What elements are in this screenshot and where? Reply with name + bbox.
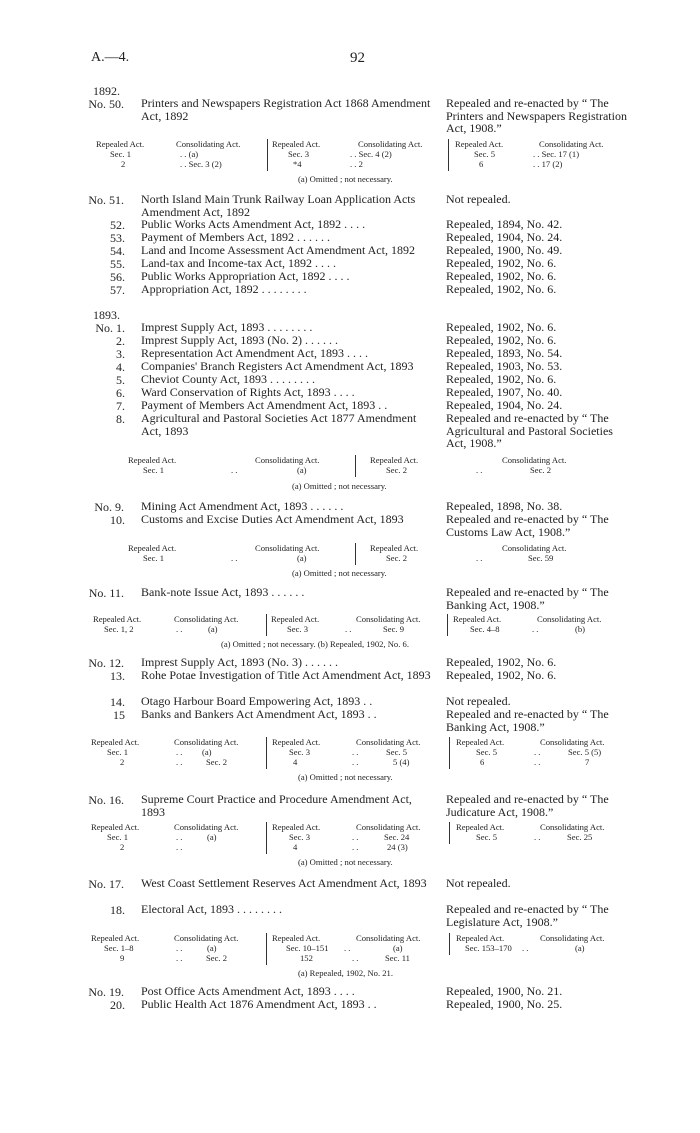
table-cell: Sec. 10–151 — [286, 943, 329, 953]
entry-result: Repealed and re-enacted by “ The Judicature Act, 1908.” — [446, 792, 609, 819]
table-header: Repealed Act. — [91, 933, 140, 943]
table-header: Consolidating Act. — [174, 614, 239, 624]
leader-dots: . . — [352, 757, 359, 767]
entry-number: No. 51. — [88, 193, 124, 207]
table-cell: 5 (4) — [393, 757, 410, 767]
entry-title: Bank-note Issue Act, 1893 . . . . . . — [141, 585, 305, 599]
entry-result: Repealed, 1902, No. 6. — [446, 655, 557, 669]
entry-result: Repealed, 1902, No. 6. — [446, 320, 557, 334]
table-cell: Sec. 3 — [287, 624, 309, 634]
table-header: Repealed Act. — [272, 933, 321, 943]
entry-title: Appropriation Act, 1892 . . . . . . . . — [141, 282, 307, 296]
table-header: Consolidating Act. — [356, 933, 421, 943]
year-heading: 1893. — [93, 308, 120, 322]
entry-title: Companies' Branch Registers Act Amendment Act, 1893 — [141, 359, 414, 373]
table-cell: Sec. 1 — [143, 465, 165, 475]
leader-dots: . . — [534, 747, 541, 757]
table-header: Consolidating Act. — [540, 822, 605, 832]
entry-title: Imprest Supply Act, 1893 . . . . . . . . — [141, 320, 313, 334]
table-cell: Sec. 1 — [107, 832, 129, 842]
table-cell: Sec. 1–8 — [104, 943, 134, 953]
entry-title: Public Works Acts Amendment Act, 1892 . . . . — [141, 217, 366, 231]
entry-result: Repealed, 1893, No. 54. — [446, 346, 563, 360]
table-cell: 4 — [293, 842, 298, 852]
year-heading: 1892. — [93, 84, 120, 98]
table-cell: Sec. 3 — [289, 747, 311, 757]
entry-number: 52. — [110, 218, 125, 232]
entry-result: Repealed, 1902, No. 6. — [446, 333, 557, 347]
leader-dots: . . — [344, 943, 351, 953]
table-cell: Sec. 5 — [476, 832, 498, 842]
entry-result: Repealed, 1900, No. 21. — [446, 984, 563, 998]
table-cell: (a) — [297, 465, 307, 475]
entry-result: Repealed and re-enacted by “ The Banking Act, 1908.” — [446, 707, 609, 734]
table-footnote: (a) Omitted ; not necessary. — [292, 481, 387, 491]
entry-number: 20. — [110, 998, 125, 1012]
leader-dots: . . — [522, 943, 529, 953]
leader-dots: . . — [176, 943, 183, 953]
table-cell: (a) — [202, 747, 212, 757]
entry-title: Imprest Supply Act, 1893 (No. 2) . . . . . . — [141, 333, 338, 347]
entry-title: Land-tax and Income-tax Act, 1892 . . . . — [141, 256, 336, 270]
table-cell: Sec. 1 — [107, 747, 129, 757]
entry-result: Repealed, 1902, No. 6. — [446, 282, 557, 296]
entry-title: Otago Harbour Board Empowering Act, 1893 . . — [141, 694, 373, 708]
table-cell: Sec. 3 — [289, 832, 311, 842]
table-footnote: (a) Omitted ; not necessary. — [292, 568, 387, 578]
table-cell: (b) — [575, 624, 586, 634]
entry-title: Payment of Members Act Amendment Act, 1893 . . — [141, 398, 388, 412]
table-cell: . . Sec. 17 (1) — [533, 149, 580, 159]
table-cell: . . 17 (2) — [533, 159, 563, 169]
column-divider — [267, 139, 268, 171]
column-divider — [449, 822, 450, 844]
table-cell: . . Sec. 4 (2) — [350, 149, 392, 159]
entry-title: Cheviot County Act, 1893 . . . . . . . . — [141, 372, 315, 386]
table-cell: . . (a) — [180, 149, 199, 159]
entry-number: 14. — [110, 695, 125, 709]
table-header: Consolidating Act. — [255, 543, 320, 553]
column-divider — [266, 614, 267, 636]
table-header: Repealed Act. — [128, 543, 177, 553]
leader-dots: . . — [352, 953, 359, 963]
table-cell: 6 — [479, 159, 484, 169]
entry-number: 4. — [116, 360, 125, 374]
entry-result: Repealed, 1898, No. 38. — [446, 499, 563, 513]
table-cell: Sec. 5 (5) — [568, 747, 602, 757]
entry-number: 10. — [110, 513, 125, 527]
entry-title: Mining Act Amendment Act, 1893 . . . . . . — [141, 499, 344, 513]
leader-dots: . . — [352, 842, 359, 852]
table-cell: Sec. 5 — [476, 747, 498, 757]
leader-dots: . . — [534, 757, 541, 767]
table-footnote: (a) Repealed, 1902, No. 21. — [298, 968, 393, 978]
table-cell: (a) — [575, 943, 585, 953]
table-cell: (a) — [297, 553, 307, 563]
entry-number: No. 1. — [95, 321, 125, 335]
table-header: Consolidating Act. — [356, 614, 421, 624]
entry-result: Repealed, 1904, No. 24. — [446, 398, 563, 412]
table-header: Consolidating Act. — [539, 139, 604, 149]
table-header: Consolidating Act. — [540, 737, 605, 747]
entry-number: 5. — [116, 373, 125, 387]
entry-title: Post Office Acts Amendment Act, 1893 . . . . — [141, 984, 355, 998]
table-header: Consolidating Act. — [502, 543, 567, 553]
leader-dots: . . — [345, 624, 352, 634]
entry-title: Supreme Court Practice and Procedure Amendment Act, 1893 — [141, 792, 412, 819]
table-header: Consolidating Act. — [358, 139, 423, 149]
table-footnote: (a) Omitted ; not necessary. — [298, 174, 393, 184]
entry-number: 15 — [113, 708, 125, 722]
entry-number: 3. — [116, 347, 125, 361]
table-header: Repealed Act. — [271, 614, 320, 624]
entry-title: Electoral Act, 1893 . . . . . . . . — [141, 902, 282, 916]
column-divider — [448, 139, 449, 171]
entry-number: 6. — [116, 386, 125, 400]
leader-dots: . . — [176, 842, 183, 852]
table-header: Repealed Act. — [93, 614, 142, 624]
column-divider — [355, 543, 356, 565]
table-cell: Sec. 1 — [110, 149, 132, 159]
table-cell: Sec. 1 — [143, 553, 165, 563]
table-header: Repealed Act. — [370, 543, 419, 553]
table-footnote: (a) Omitted ; not necessary. — [298, 772, 393, 782]
entry-result: Repealed, 1902, No. 6. — [446, 269, 557, 283]
table-header: Repealed Act. — [272, 737, 321, 747]
table-cell: (a) — [208, 624, 218, 634]
table-header: Consolidating Act. — [176, 139, 241, 149]
entry-number: 2. — [116, 334, 125, 348]
entry-number: No. 16. — [88, 793, 124, 807]
entry-result: Repealed and re-enacted by “ The Printers and Newspapers Registration Act, 1908.” — [446, 96, 627, 135]
table-header: Repealed Act. — [455, 139, 504, 149]
entry-title: Imprest Supply Act, 1893 (No. 3) . . . . . . — [141, 655, 338, 669]
entry-result: Repealed, 1900, No. 25. — [446, 997, 563, 1011]
entry-title: Printers and Newspapers Registration Act 1868 Amendment Act, 1892 — [141, 96, 431, 123]
entry-title: Customs and Excise Duties Act Amendment Act, 1893 — [141, 512, 404, 526]
table-header: Repealed Act. — [96, 139, 145, 149]
table-cell: 4 — [293, 757, 298, 767]
leader-dots: . . — [534, 832, 541, 842]
table-header: Repealed Act. — [91, 822, 140, 832]
entry-result: Repealed, 1902, No. 6. — [446, 668, 557, 682]
entry-title: Representation Act Amendment Act, 1893 . . . . — [141, 346, 368, 360]
table-cell: . . 2 — [350, 159, 363, 169]
entry-result: Repealed, 1907, No. 40. — [446, 385, 563, 399]
table-header: Repealed Act. — [91, 737, 140, 747]
table-header: Consolidating Act. — [174, 933, 239, 943]
entry-result: Repealed, 1904, No. 24. — [446, 230, 563, 244]
table-cell: 2 — [121, 159, 126, 169]
entry-result: Repealed and re-enacted by “ The Customs Law Act, 1908.” — [446, 512, 609, 539]
table-cell: *4 — [293, 159, 302, 169]
leader-dots: . . — [231, 465, 238, 475]
entry-title: Ward Conservation of Rights Act, 1893 . . . . — [141, 385, 355, 399]
table-cell: Sec. 2 — [386, 465, 408, 475]
table-cell: 6 — [480, 757, 485, 767]
table-header: Consolidating Act. — [356, 737, 421, 747]
table-header: Consolidating Act. — [356, 822, 421, 832]
table-cell: Sec. 4–8 — [470, 624, 500, 634]
table-cell: Sec. 9 — [383, 624, 405, 634]
table-cell: (a) — [207, 832, 217, 842]
entry-title: West Coast Settlement Reserves Act Amendment Act, 1893 — [141, 876, 427, 890]
table-header: Repealed Act. — [128, 455, 177, 465]
table-cell: Sec. 24 — [384, 832, 410, 842]
table-cell: Sec. 1, 2 — [104, 624, 134, 634]
table-header: Repealed Act. — [456, 737, 505, 747]
column-divider — [449, 737, 450, 769]
entry-number: 7. — [116, 399, 125, 413]
table-header: Consolidating Act. — [540, 933, 605, 943]
entry-title: Rohe Potae Investigation of Title Act Amendment Act, 1893 — [141, 668, 431, 682]
table-cell: . . Sec. 3 (2) — [180, 159, 222, 169]
entry-title: Public Works Appropriation Act, 1892 . . . . — [141, 269, 350, 283]
leader-dots: . . — [352, 832, 359, 842]
entry-title: North Island Main Trunk Railway Loan Application Acts Amendment Act, 1892 — [141, 192, 416, 219]
table-cell: Sec. 25 — [567, 832, 593, 842]
leader-dots: . . — [176, 832, 183, 842]
table-header: Consolidating Act. — [502, 455, 567, 465]
column-divider — [449, 933, 450, 955]
table-cell: Sec. 5 — [474, 149, 496, 159]
entry-number: No. 50. — [88, 97, 124, 111]
entry-number: 53. — [110, 231, 125, 245]
table-cell: 24 (3) — [387, 842, 408, 852]
table-cell: 9 — [120, 953, 125, 963]
entry-number: No. 11. — [88, 586, 124, 600]
table-footnote: (a) Omitted ; not necessary. (b) Repealed, 1902, No. 6. — [221, 639, 409, 649]
entry-number: No. 17. — [88, 877, 124, 891]
table-header: Repealed Act. — [272, 822, 321, 832]
entry-number: 13. — [110, 669, 125, 683]
leader-dots: . . — [176, 624, 183, 634]
column-divider — [355, 455, 356, 477]
leader-dots: . . — [532, 624, 539, 634]
leader-dots: . . — [176, 953, 183, 963]
table-header: Consolidating Act. — [174, 822, 239, 832]
table-header: Consolidating Act. — [255, 455, 320, 465]
table-cell: (a) — [207, 943, 217, 953]
table-cell: Sec. 153–170 — [465, 943, 512, 953]
entry-number: 57. — [110, 283, 125, 297]
entry-result: Repealed, 1903, No. 53. — [446, 359, 563, 373]
leader-dots: . . — [476, 465, 483, 475]
entry-number: No. 9. — [94, 500, 124, 514]
entry-number: 56. — [110, 270, 125, 284]
table-header: Repealed Act. — [453, 614, 502, 624]
table-cell: Sec. 3 — [288, 149, 310, 159]
entry-result: Not repealed. — [446, 694, 511, 708]
table-header: Repealed Act. — [456, 933, 505, 943]
entry-number: 55. — [110, 257, 125, 271]
table-header: Consolidating Act. — [537, 614, 602, 624]
leader-dots: . . — [352, 747, 359, 757]
table-cell: (a) — [393, 943, 403, 953]
page-number: 92 — [350, 50, 365, 66]
table-cell: 7 — [585, 757, 590, 767]
entry-title: Agricultural and Pastoral Societies Act 1877 Amendment Act, 1893 — [141, 411, 417, 438]
entry-result: Repealed and re-enacted by “ The Agricultural and Pastoral Societies Act, 1908.” — [446, 411, 613, 450]
leader-dots: . . — [476, 553, 483, 563]
column-divider — [266, 822, 267, 854]
table-cell: Sec. 2 — [206, 953, 228, 963]
entry-number: No. 19. — [88, 985, 124, 999]
entry-result: Repealed, 1894, No. 42. — [446, 217, 563, 231]
table-cell: Sec. 11 — [385, 953, 410, 963]
column-divider — [266, 933, 267, 965]
entry-number: 18. — [110, 903, 125, 917]
column-divider — [447, 614, 448, 636]
table-header: Consolidating Act. — [174, 737, 239, 747]
entry-title: Public Health Act 1876 Amendment Act, 1893 . . — [141, 997, 377, 1011]
table-cell: Sec. 2 — [530, 465, 552, 475]
leader-dots: . . — [176, 747, 183, 757]
table-header: Repealed Act. — [370, 455, 419, 465]
entry-result: Repealed and re-enacted by “ The Banking Act, 1908.” — [446, 585, 609, 612]
table-cell: 2 — [120, 842, 125, 852]
entry-result: Repealed, 1900, No. 49. — [446, 243, 563, 257]
table-header: Repealed Act. — [456, 822, 505, 832]
entry-result: Repealed, 1902, No. 6. — [446, 256, 557, 270]
table-header: Repealed Act. — [272, 139, 321, 149]
entry-number: No. 12. — [88, 656, 124, 670]
entry-title: Banks and Bankers Act Amendment Act, 1893 . . — [141, 707, 377, 721]
leader-dots: . . — [176, 757, 183, 767]
entry-result: Not repealed. — [446, 876, 511, 890]
table-cell: 2 — [120, 757, 125, 767]
entry-result: Not repealed. — [446, 192, 511, 206]
table-cell: Sec. 59 — [528, 553, 554, 563]
entry-result: Repealed and re-enacted by “ The Legislature Act, 1908.” — [446, 902, 609, 929]
table-cell: Sec. 2 — [206, 757, 228, 767]
entry-number: 54. — [110, 244, 125, 258]
entry-title: Payment of Members Act, 1892 . . . . . . — [141, 230, 330, 244]
column-divider — [266, 737, 267, 769]
table-cell: Sec. 2 — [386, 553, 408, 563]
entry-title: Land and Income Assessment Act Amendment Act, 1892 — [141, 243, 415, 257]
table-cell: 152 — [300, 953, 313, 963]
table-cell: Sec. 5 — [386, 747, 408, 757]
table-footnote: (a) Omitted ; not necessary. — [298, 857, 393, 867]
document-code: A.—4. — [91, 50, 130, 65]
entry-result: Repealed, 1902, No. 6. — [446, 372, 557, 386]
leader-dots: . . — [231, 553, 238, 563]
entry-number: 8. — [116, 412, 125, 426]
